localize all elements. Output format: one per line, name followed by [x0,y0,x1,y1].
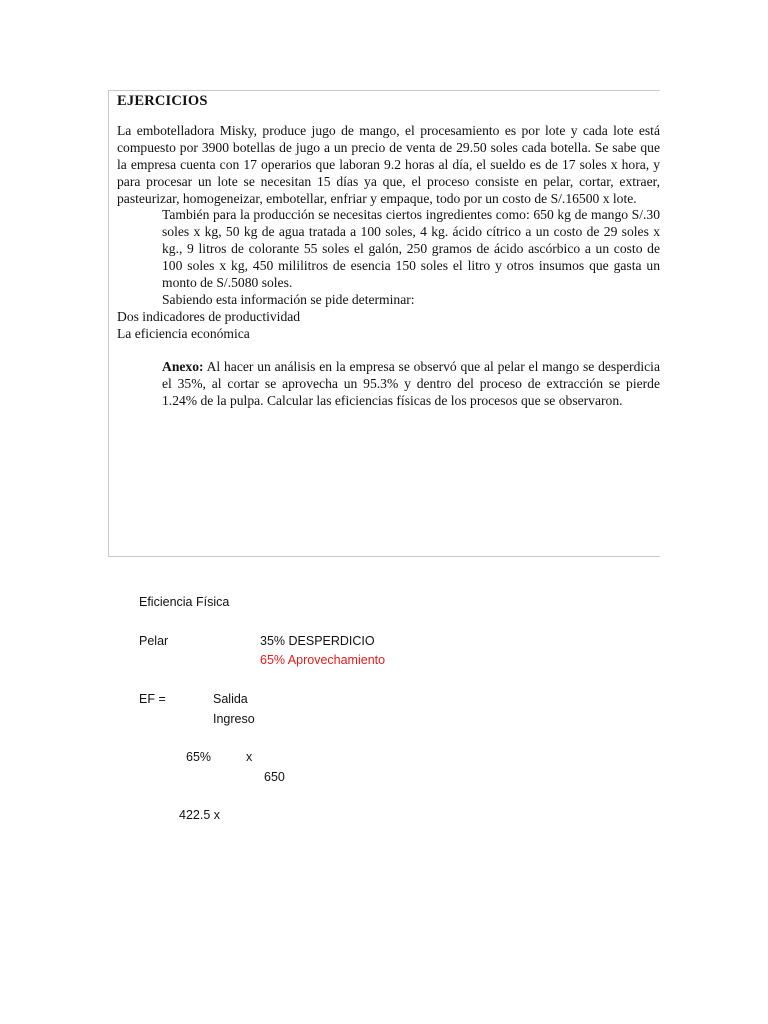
anexo-label: Anexo: [162,359,204,374]
exercise-item-1: Dos indicadores de productividad [117,309,301,324]
ingreso-text: Ingreso [213,712,255,726]
exercise-item-2: La eficiencia económica [117,326,250,341]
x-text: x [246,750,253,764]
ef-label: EF = [139,692,166,706]
result-text: 422.5 x [179,808,221,822]
salida-text: Salida [213,692,248,706]
n650-text: 650 [264,770,285,784]
pelar-label: Pelar [139,634,169,648]
exercise-title: EJERCICIOS [117,93,208,109]
notes-heading: Eficiencia Física [139,595,230,609]
exercise-paragraph-2: También para la producción se necesitas ciertos ingredientes como: 650 kg de mango S/.30 soles x kg, 50 kg de agua tratada a 100 soles, 4 kg. ácido cítrico a un costo de 29 soles x kg., 9 litros de colorante 55 soles el galón, 250 gramos de ácido ascórbico a un costo de 100 soles x kg, 450 mililitros de esencia 150 soles el litro y otros insumos que gasta un monto de S/.5080 soles. [162,207,660,290]
exercise-paragraph-3: Sabiendo esta información se pide determinar: [162,292,415,307]
pct-text: 65% [186,750,212,764]
anexo-paragraph [162,358,660,409]
aprovechamiento-text: 65% Aprovechamiento [260,653,386,667]
anexo-text: Al hacer un análisis en la empresa se observó que al pelar el mango se desperdicia el 35%, al cortar se aprovecha un 95.3% y dentro del proceso de extracción se pierde 1.24% de la pulpa. Calcular las eficiencias físicas de los procesos que se observaron. [162,359,660,408]
desperdicio-text: 35% DESPERDICIO [260,634,375,648]
exercise-paragraph-1: La embotelladora Misky, produce jugo de mango, el procesamiento es por lote y cada lote está compuesto por 3900 botellas de jugo a un precio de venta de 29.50 soles cada botella. Se sabe que la empresa cuenta con 17 operarios que laboran 9.2 horas al día, el sueldo es de 17 soles x hora, y para procesar un lote se necesitan 15 días ya que, el proceso consiste en pelar, cortar, extraer, pasteurizar, homogeneizar, embotellar, enfriar y empaque, todo por un costo de S/.16500 x lote. [117,123,660,206]
